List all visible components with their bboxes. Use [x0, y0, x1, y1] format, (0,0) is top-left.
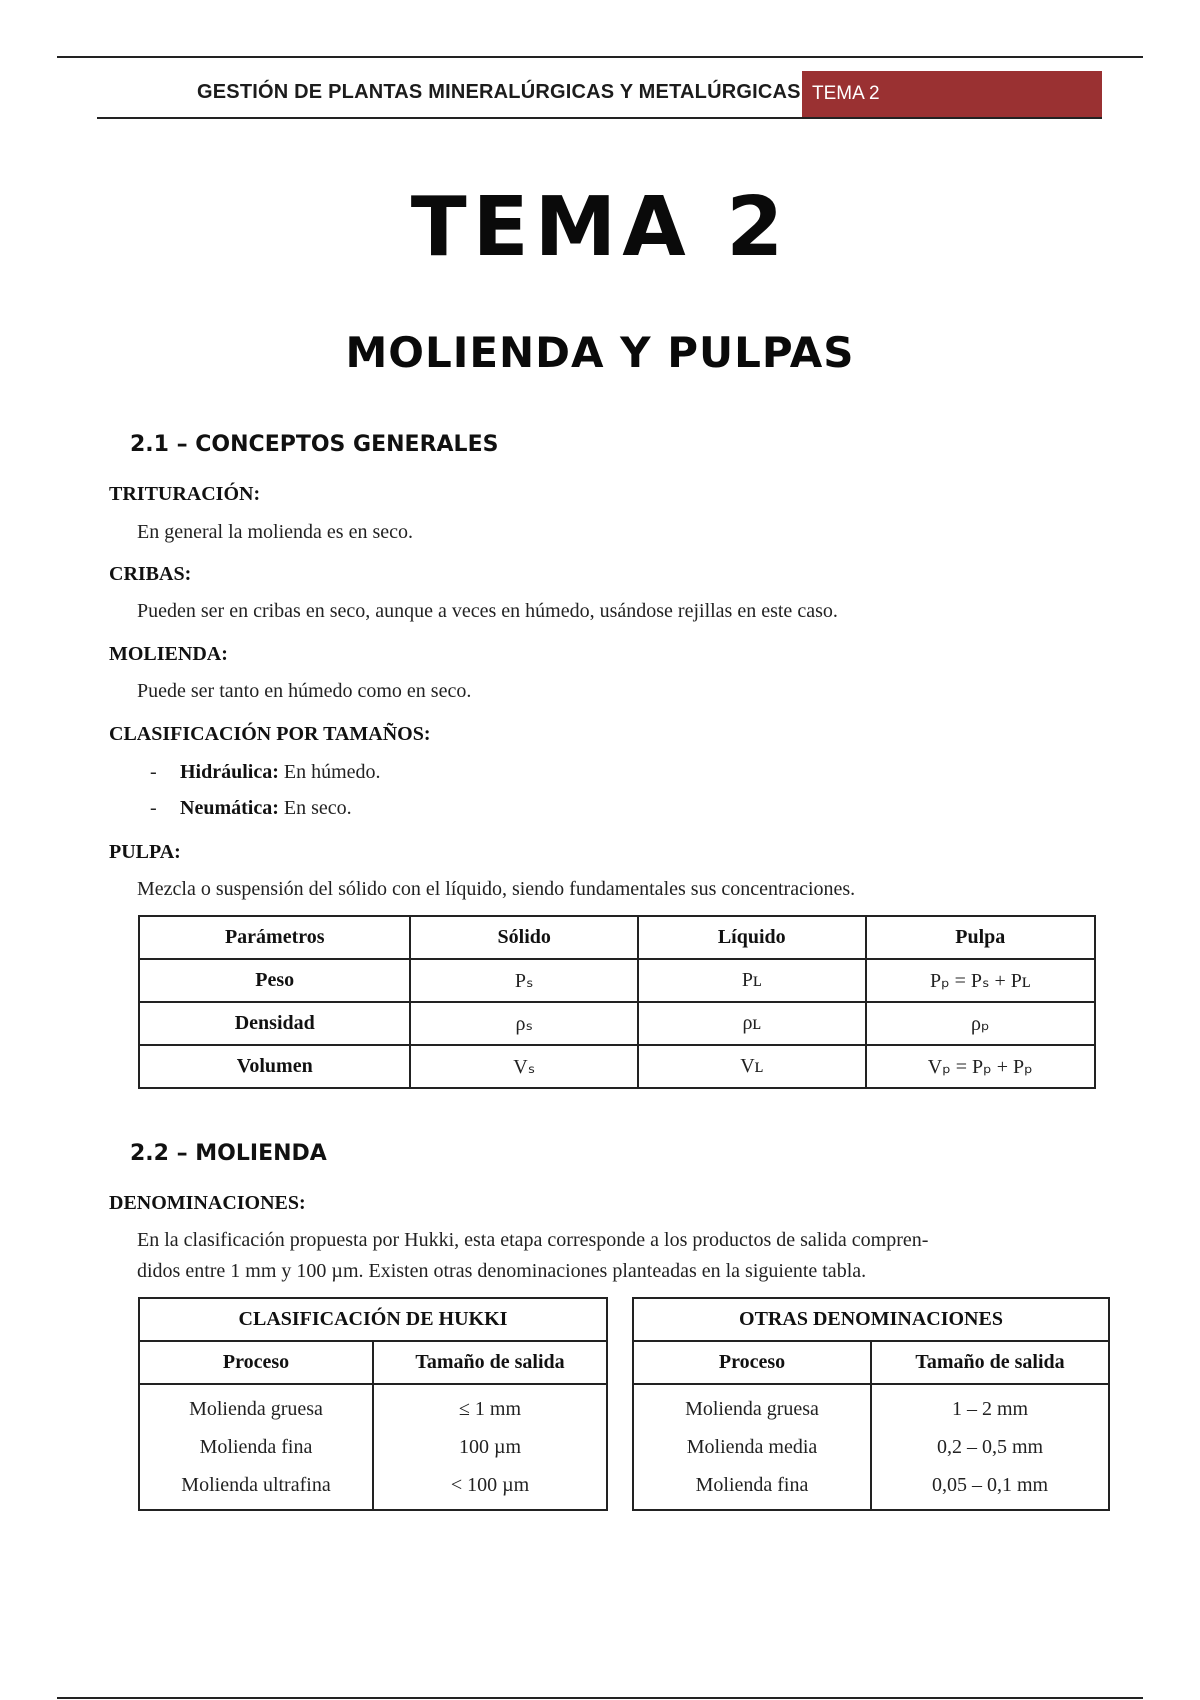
top-rule — [57, 56, 1143, 58]
table-cell: 0,05 – 0,1 mm — [931, 1474, 1049, 1496]
size-column — [871, 1384, 1109, 1510]
header-cell: Tamaño de salida — [373, 1341, 607, 1384]
row-label: Densidad — [139, 1002, 410, 1045]
table-row — [139, 1002, 1095, 1045]
table-cell: ρₚ — [866, 1002, 1096, 1045]
header-cell: Parámetros — [139, 916, 410, 959]
table-cell: Vₛ — [410, 1045, 637, 1088]
text-pulpa: Mezcla o suspensión del sólido con el líquido, siendo fundamentales sus concentraciones. — [137, 878, 856, 900]
bullet-label: Neumática: — [180, 797, 279, 819]
otras-denominaciones-table — [632, 1297, 1110, 1511]
text-cribas: Pueden ser en cribas en seco, aunque a veces en húmedo, usándose rejillas en este caso. — [137, 600, 838, 622]
table-cell: Molienda fina — [695, 1474, 809, 1496]
section-heading-2-2: 2.2 – MOLIENDA — [130, 1141, 327, 1166]
text-denominaciones-line2: didos entre 1 mm y 100 µm. Existen otras denominaciones planteadas en la siguiente tabla. — [137, 1260, 867, 1282]
size-column — [373, 1384, 607, 1510]
text-trituracion: En general la molienda es en seco. — [137, 521, 413, 543]
bullet-label: Hidráulica: — [180, 761, 279, 783]
header-cell: Pulpa — [866, 916, 1096, 959]
bullet-neumatica — [150, 797, 352, 820]
table-cell: Molienda ultrafina — [181, 1474, 331, 1496]
process-column — [139, 1384, 373, 1510]
table-cell: Pₛ — [410, 959, 637, 1002]
table-cell: Vₚ = Pₚ + Pₚ — [866, 1045, 1096, 1088]
term-pulpa: PULPA: — [109, 841, 181, 863]
table-cell: Molienda media — [686, 1436, 818, 1458]
term-trituracion: TRITURACIÓN: — [109, 483, 261, 505]
table-cell: Molienda gruesa — [189, 1398, 323, 1420]
table-row — [139, 1045, 1095, 1088]
table-cell: 0,2 – 0,5 mm — [936, 1436, 1044, 1458]
term-cribas: CRIBAS: — [109, 563, 192, 585]
bullet-hidraulica — [150, 761, 381, 784]
table-cell: Pₚ = Pₛ + Pʟ — [866, 959, 1096, 1002]
table-cell: Pʟ — [638, 959, 866, 1002]
bullet-dash: - — [150, 761, 157, 783]
table-title-row — [139, 1298, 607, 1341]
header-badge: TEMA 2 — [802, 71, 1102, 117]
table-title: CLASIFICACIÓN DE HUKKI — [139, 1298, 607, 1341]
text-molienda: Puede ser tanto en húmedo como en seco. — [137, 680, 472, 702]
table-row — [139, 1384, 607, 1510]
header-cell: Sólido — [410, 916, 637, 959]
parameters-table — [138, 915, 1096, 1089]
document-title: TEMA 2 — [410, 180, 790, 275]
row-label: Peso — [139, 959, 410, 1002]
table-title: OTRAS DENOMINACIONES — [633, 1298, 1109, 1341]
table-header-row — [139, 916, 1095, 959]
section-heading-2-1: 2.1 – CONCEPTOS GENERALES — [130, 432, 499, 457]
table-header-row — [139, 1341, 607, 1384]
table-cell: ρʟ — [638, 1002, 866, 1045]
header-cell: Proceso — [633, 1341, 871, 1384]
header-cell: Líquido — [638, 916, 866, 959]
page-header — [97, 71, 1102, 119]
row-label: Volumen — [139, 1045, 410, 1088]
header-cell: Tamaño de salida — [871, 1341, 1109, 1384]
table-header-row — [633, 1341, 1109, 1384]
term-molienda: MOLIENDA: — [109, 643, 228, 665]
table-cell: ≤ 1 mm — [458, 1398, 522, 1420]
table-row — [139, 959, 1095, 1002]
table-cell: Vʟ — [638, 1045, 866, 1088]
table-cell: Molienda gruesa — [685, 1398, 819, 1420]
table-cell: 100 µm — [458, 1436, 522, 1458]
table-cell: ρₛ — [410, 1002, 637, 1045]
text-denominaciones-line1: En la clasificación propuesta por Hukki, esta etapa corresponde a los productos de salida compren- — [137, 1229, 929, 1251]
header-cell: Proceso — [139, 1341, 373, 1384]
bullet-dash: - — [150, 797, 157, 819]
term-denominaciones: DENOMINACIONES: — [109, 1192, 306, 1214]
table-cell: Molienda fina — [199, 1436, 313, 1458]
bullet-text: En seco. — [278, 797, 352, 819]
hukki-table — [138, 1297, 608, 1511]
bottom-rule — [57, 1697, 1143, 1699]
header-title: GESTIÓN DE PLANTAS MINERALÚRGICAS Y METALÚRGICAS — [197, 81, 801, 103]
table-row — [633, 1384, 1109, 1510]
table-cell: < 100 µm — [450, 1474, 530, 1496]
process-column — [633, 1384, 871, 1510]
term-clasificacion: CLASIFICACIÓN POR TAMAÑOS: — [109, 723, 431, 745]
bullet-text: En húmedo. — [278, 761, 381, 783]
document-subtitle: MOLIENDA Y PULPAS — [345, 328, 855, 377]
table-cell: 1 – 2 mm — [951, 1398, 1029, 1420]
table-title-row — [633, 1298, 1109, 1341]
